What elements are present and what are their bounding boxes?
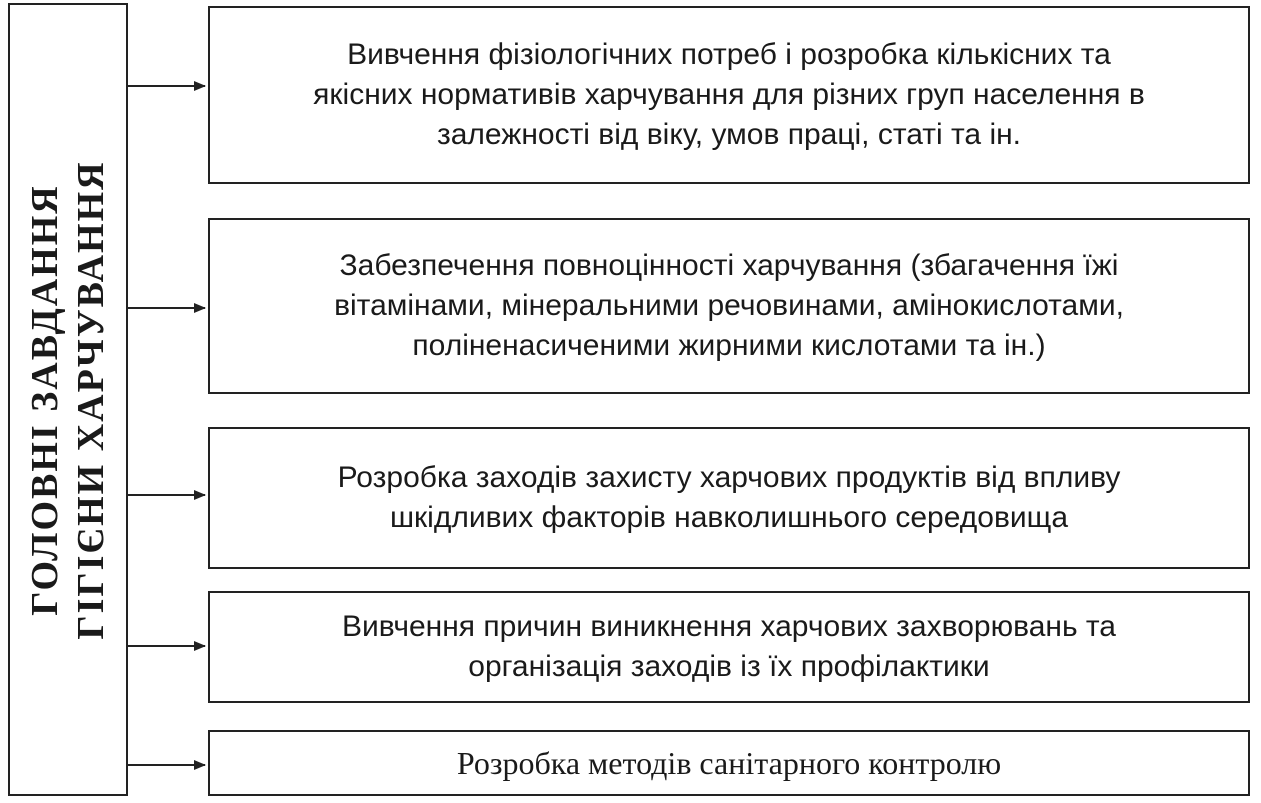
main-topic-line-1: ГОЛОВНІ ЗАВДАННЯ: [24, 183, 66, 616]
task-text-3: Розробка заходів захисту харчових продуктів від впливу шкідливих факторів навколишнього середовища: [337, 461, 1121, 534]
task-box-3: [208, 427, 1250, 569]
task-box-5: [208, 730, 1250, 796]
task-box-4: [208, 591, 1250, 703]
main-topic-line-2: ГІГІЄНИ ХАРЧУВАННЯ: [70, 159, 112, 640]
task-box-1: [208, 6, 1250, 184]
task-text-5: Розробка методів санітарного контролю: [456, 745, 1002, 781]
task-text-4: Вивчення причин виникнення харчових захворювань та організація заходів із їх профілактики: [341, 610, 1116, 683]
task-text-1: Вивчення фізіологічних потреб і розробка кількісних та якісних нормативів харчування для різних груп населення в залежності від віку, умов праці, статі та ін.: [313, 38, 1145, 151]
task-box-2: [208, 218, 1250, 394]
task-text-2: Забезпечення повноцінності харчування (збагачення їжі вітамінами, мінеральними речовинами, амінокислотами, поліненасиченими жирними кислотами та ін.): [334, 249, 1124, 362]
